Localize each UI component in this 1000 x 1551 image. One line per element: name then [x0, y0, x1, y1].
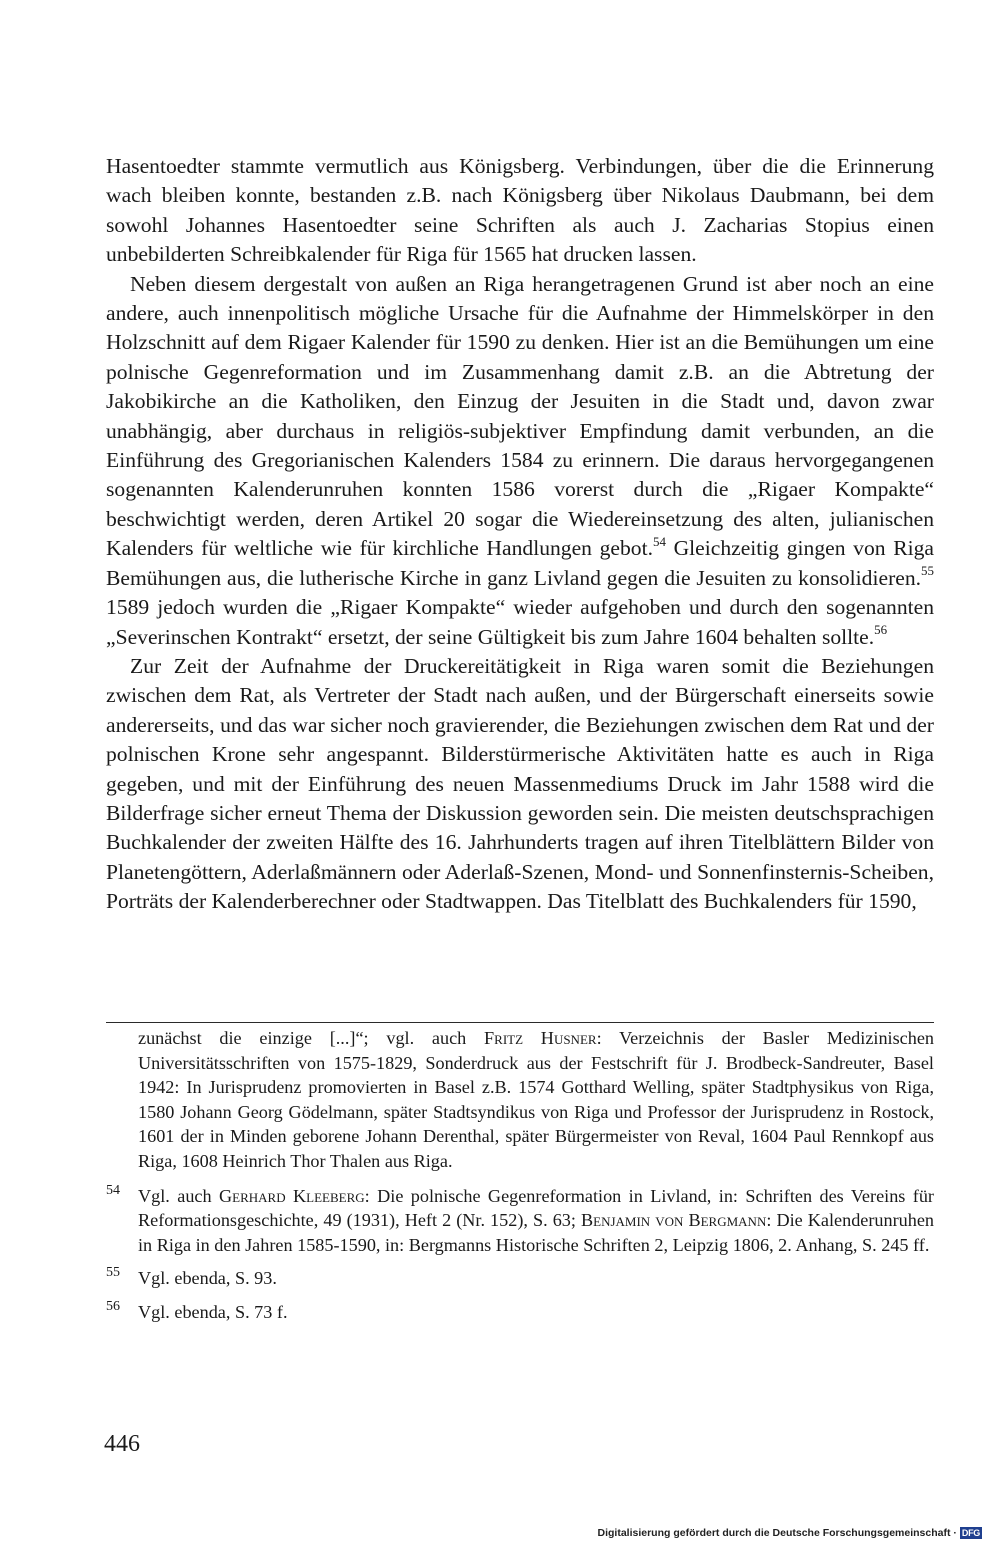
- footnote-54-b: : Die polnische Gegenreformation in Livland, in: Schriften des Vereins für Reformationsgeschichte, 49 (1931), Heft 2 (Nr. 152), S. 63;: [138, 1185, 934, 1231]
- footnote-number: 55: [106, 1265, 120, 1281]
- footnote-separator: [106, 1022, 934, 1023]
- footnote-number: 56: [106, 1298, 120, 1314]
- footnotes: [106, 1026, 934, 1334]
- author-name: Fritz Husner: [484, 1028, 597, 1048]
- author-name: Gerhard Kleeberg: [219, 1185, 365, 1206]
- footnote-55-text: Vgl. ebenda, S. 93.: [138, 1268, 277, 1289]
- footnote-ref-56: 56: [874, 622, 888, 638]
- paragraph-3: Zur Zeit der Aufnahme der Druckereitätigkeit in Riga waren somit die Beziehungen zwischen dem Rat, als Vertreter der Stadt nach außen, und der Bürgerschaft einerseits sowie andererseits, und das war sicher noch gravierender, die Beziehungen zwischen dem Rat und der polnischen Krone sehr angespannt. Bilderstürmerische Aktivitäten hatte es auch in Riga gegeben, und mit der Einführung des neuen Massenmediums Druck im Jahr 1588 wird die Bilderfrage sicher erneut Thema der Diskussion geworden sein. Die meisten deutschsprachigen Buchkalender der zweiten Hälfte des 16. Jahrhunderts tragen auf ihren Titelblättern Bilder von Planetengöttern, Aderlaßmännern oder Aderlaß-Szenen, Mond- und Sonnenfinsternis-Scheiben, Porträts der Kalenderberechner oder Stadtwappen. Das Titelblatt des Buchkalenders für 1590,: [106, 653, 934, 914]
- paragraph-2: [106, 270, 934, 652]
- footnote-continuation-a: zunächst die einzige [...]“; vgl. auch: [138, 1028, 485, 1048]
- paragraph-2-part-b: Gleichzeitig gingen von Riga Bemühungen aus, die lutherische Kirche in ganz Livland gegen die Jesuiten zu konsolidieren.: [106, 536, 934, 590]
- footnote-ref-55: 55: [921, 563, 934, 579]
- footnote-56-text: Vgl. ebenda, S. 73 f.: [138, 1301, 288, 1322]
- footer-text: Digitalisierung gefördert durch die Deutsche Forschungsgemeinschaft ·: [597, 1527, 957, 1539]
- footnote-55: [106, 1266, 934, 1291]
- paragraph-2-part-c: 1589 jedoch wurden die „Rigaer Kompakte“ wieder aufgehoben und durch den sogenannten „Severinschen Kontrakt“ ersetzt, der seine Gültigkeit bis zum Jahre 1604 behalten sollte.: [106, 595, 934, 649]
- main-text: [106, 152, 934, 917]
- paragraph-2-part-a: Neben diesem dergestalt von außen an Riga herangetragenen Grund ist aber noch an eine andere, auch innenpolitisch mögliche Ursache für die Aufnahme der Himmelskörper in den Holzschnitt auf dem Rigaer Kalender für 1590 zu denken. Hier ist an die Bemühungen um eine polnische Gegenreformation und im Zusammenhang damit z.B. an die Abtretung der Jakobikirche an die Katholiken, den Einzug der Jesuiten in die Stadt und, davon zwar unabhängig, aber durchaus in religiös-subjektiver Empfindung damit verbunden, an die Einführung des Gregorianischen Kalenders 1584 zu erinnern. Die daraus hervorgegangenen sogenannten Kalenderunruhen konnten 1586 vorerst durch die „Rigaer Kompakte“ beschwichtigt werden, deren Artikel 20 sogar die Wiedereinsetzung des alten, julianischen Kalenders für weltliche wie für kirchliche Handlungen gebot.: [106, 271, 934, 561]
- author-name: Benjamin von Bergmann: [581, 1210, 767, 1231]
- page-number: 446: [104, 1431, 140, 1457]
- dfg-logo: DFG: [961, 1528, 980, 1539]
- footnote-continuation-b: : Verzeichnis der Basler Medizinischen Universitätsschriften von 1575-1829, Sonderdruck aus der Festschrift für J. Brodbeck-Sandreuter, Basel 1942: In Jurisprudenz promovierten in Basel z.B. 1574 Gotthard Welling, später Stadtphysikus von Riga, 1580 Johann Georg Gödelmann, später Stadtsyndikus von Riga und Professor der Jurisprudenz in Rostock, 1601 der in Minden geborene Johann Derenthal, später Bürgermeister von Reval, 1604 Paul Rennkopf aus Riga, 1608 Heinrich Thor Thalen aus Riga.: [138, 1028, 934, 1171]
- footnote-54: [106, 1184, 934, 1258]
- footnote-54-a: Vgl. auch: [138, 1185, 220, 1206]
- footnote-number: 54: [106, 1182, 120, 1198]
- footnote-ref-54: 54: [652, 533, 666, 549]
- footnote-56: [106, 1300, 934, 1325]
- paragraph-1: Hasentoedter stammte vermutlich aus Königsberg. Verbindungen, über die die Erinnerung wach bleiben konnte, bestanden z.B. nach Königsberg über Nikolaus Daubmann, bei dem sowohl Johannes Hasentoedter seine Schriften als auch J. Zacharias Stopius einen unbebilderten Schreibkalender für Riga für 1565 hat drucken lassen.: [106, 154, 934, 267]
- digitization-footer: [598, 1527, 983, 1539]
- footnote-continuation: [106, 1026, 934, 1174]
- footnote-54-c: : Die Kalenderunruhen in Riga in den Jahren 1585-1590, in: Bergmanns Historische Schriften 2, Leipzig 1806, 2. Anhang, S. 245 ff.: [138, 1210, 935, 1255]
